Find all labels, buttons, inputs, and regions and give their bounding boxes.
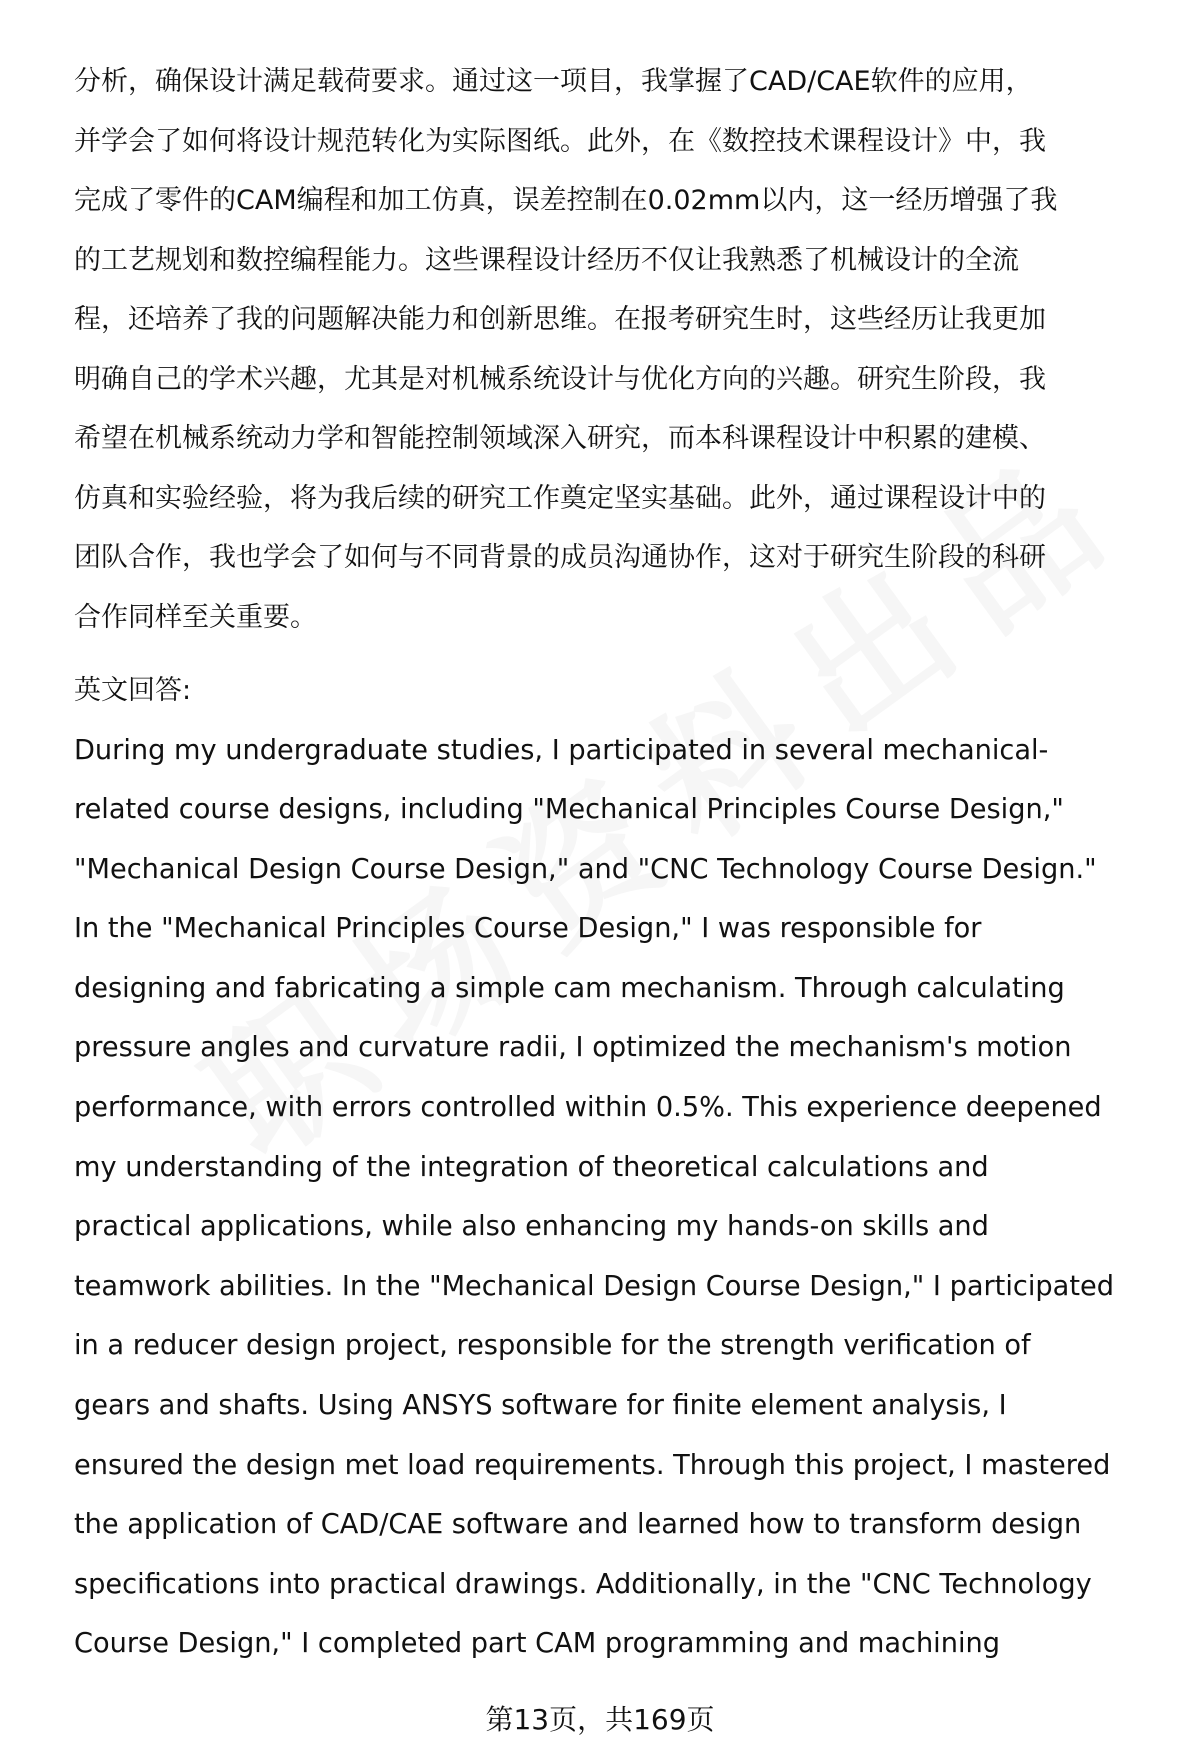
english-answer-paragraph: During my undergraduate studies, I participated in several mechanical- related course designs, including "Mechanical Principles Course Design," "Mechanical Design Course Design," and "CNC Technology Course Design." In the "Mechanical Principles Course Design," I was responsible for designing and fabricating a simple cam mechanism. Through calculating pressure angles and curvature radii, I optimized the mechanism's motion performance, with errors controlled within 0.5%. This experience deepened my understanding of the integration of theoretical calculations and practical applications, while also enhancing my hands-on skills and teamwork abilities. In the "Mechanical Design Course Design," I participated in a reducer design project, responsible for the strength verification of gears and shafts. Using ANSYS software for finite element analysis, I ensured the design met load requirements. Through this project, I mastered the application of CAD/CAE software and learned how to transform design specifications into practical drawings. Additionally, in the "CNC Technology Course Design," I completed part CAM programming and machining (74, 734, 1114, 1660)
page-content (74, 52, 1160, 1674)
english-answer-label: 英文回答: (74, 675, 192, 706)
chinese-answer-paragraph: 分析，确保设计满足载荷要求。通过这一项目，我掌握了CAD/CAE软件的应用， 并学会了如何将设计规范转化为实际图纸。此外，在《数控技术课程设计》中，我 完成了零件的CAM编程和加工仿真，误差控制在0.02mm以内，这一经历增强了我 的工艺规划和数控编程能力。这些课程设计经历不仅让我熟悉了机械设计的全流 程，还培养了我的问题解决能力和创新思维。在报考研究生时，这些经历让我更加 明确自己的学术兴趣，尤其是对机械系统设计与优化方向的兴趣。研究生阶段，我 希望在机械系统动力学和智能控制领域深入研究，而本科课程设计中积累的建模、 仿真和实验经验，将为我后续的研究工作奠定坚实基础。此外，通过课程设计中的 团队合作，我也学会了如何与不同背景的成员沟通协作，这对于研究生阶段的科研 合作同样至关重要。 (74, 66, 1058, 633)
page-number-footer: 第13页，共169页 (485, 1703, 715, 1736)
